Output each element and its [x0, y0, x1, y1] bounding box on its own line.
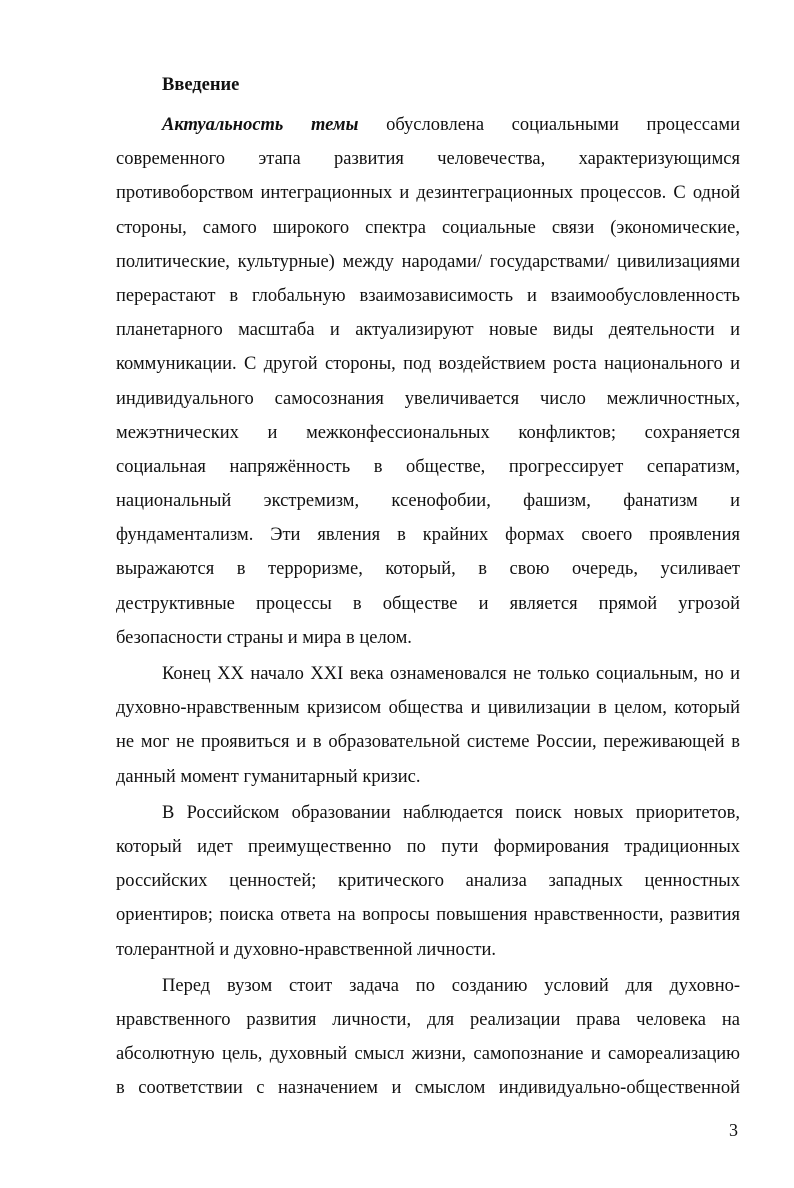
text-line: который идет преимущественно по пути формирования традиционных	[116, 836, 740, 857]
text-line: в соответствии с назначением и смыслом индивидуально-общественной	[116, 1078, 740, 1099]
text-line: деструктивные процессы в обществе и является прямой угрозой	[116, 593, 740, 614]
line-text: обусловлена социальными процессами	[358, 115, 740, 135]
text-line: национальный экстремизм, ксенофобии, фашизм, фанатизм и	[116, 491, 740, 512]
text-line: толерантной и духовно-нравственной личности.	[116, 939, 497, 960]
text-line: Конец XX начало XXI века ознаменовался не только социальным, но и	[162, 664, 740, 684]
text-line: нравственного развития личности, для реализации права человека на	[116, 1009, 740, 1030]
text-line: фундаментализм. Эти явления в крайних формах своего проявления	[116, 525, 740, 546]
text-line: безопасности страны и мира в целом.	[116, 627, 412, 648]
text-line: Перед вузом стоит задача по созданию условий для духовно-	[162, 975, 740, 996]
text-line: социальная напряжённость в обществе, прогрессирует сепаратизм,	[116, 456, 740, 477]
text-line: перерастают в глобальную взаимозависимость и взаимообусловленность	[116, 285, 740, 306]
text-line: планетарного масштаба и актуализируют новые виды деятельности и	[116, 320, 740, 341]
text-line: выражаются в терроризме, который, в свою очередь, усиливает	[116, 559, 740, 580]
text-line: индивидуального самосознания увеличивается число межличностных,	[116, 388, 740, 409]
text-line: политические, культурные) между народами/ государствами/ цивилизациями	[116, 251, 740, 272]
text-line: современного этапа развития человечества, характеризующимся	[116, 149, 740, 170]
text-line: противоборством интеграционных и дезинтеграционных процессов. С одной	[116, 183, 740, 204]
paragraph	[116, 108, 740, 655]
document-body	[116, 108, 740, 1107]
text-line: российских ценностей; критического анализа западных ценностных	[116, 871, 740, 892]
section-heading: Введение	[162, 75, 240, 95]
text-line: ориентиров; поиска ответа на вопросы повышения нравственности, развития	[116, 905, 740, 926]
text-line	[116, 108, 740, 142]
text-line: духовно-нравственным кризисом общества и цивилизации в целом, который	[116, 698, 740, 719]
text-line: межэтнических и межконфессиональных конфликтов; сохраняется	[116, 422, 740, 443]
paragraph	[116, 657, 740, 794]
text-line: стороны, самого широкого спектра социальные связи (экономические,	[116, 217, 740, 238]
text-line: В Российском образовании наблюдается поиск новых приоритетов,	[162, 802, 740, 823]
text-line: не мог не проявиться и в образовательной системе России, переживающей в	[116, 732, 740, 753]
page-number: 3	[729, 1120, 738, 1140]
paragraph	[116, 969, 740, 1106]
emphasized-lead: Актуальность темы	[162, 115, 359, 135]
paragraph	[116, 796, 740, 967]
text-line: абсолютную цель, духовный смысл жизни, самопознание и самореализацию	[116, 1044, 740, 1065]
text-line: коммуникации. С другой стороны, под воздействием роста национального и	[116, 354, 740, 375]
text-line: данный момент гуманитарный кризис.	[116, 766, 421, 787]
